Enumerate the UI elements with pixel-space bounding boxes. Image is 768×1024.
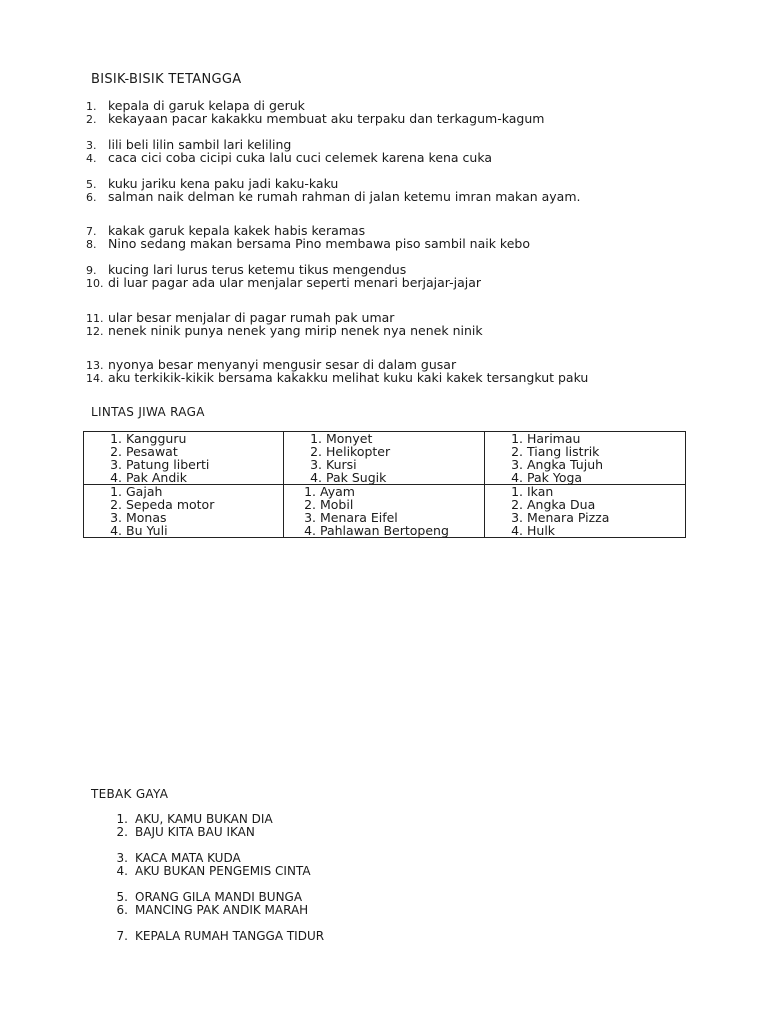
list-item: 4. AKU BUKAN PENGEMIS CINTA xyxy=(116,864,311,878)
list-item: 5. ORANG GILA MANDI BUNGA xyxy=(116,890,303,904)
tebak-title: TEBAK GAYA xyxy=(91,787,169,801)
list-item: 2. kekayaan pacar kakakku membuat aku terpaku dan terkagum-kagum xyxy=(86,111,545,126)
table-cell: 1. Ayam 2. Mobil 3. Menara Eifel 4. Pahlawan Bertopeng xyxy=(284,485,485,538)
list-item: 6. salman naik delman ke rumah rahman di jalan ketemu imran makan ayam. xyxy=(86,189,581,204)
lintas-table xyxy=(83,431,686,538)
table-cell: 1. Kangguru 2. Pesawat 3. Patung liberti 4. Pak Andik xyxy=(84,432,284,485)
list-item: 13. nyonya besar menyanyi mengusir sesar di dalam gusar xyxy=(86,357,457,372)
list-item: 7. KEPALA RUMAH TANGGA TIDUR xyxy=(116,929,325,943)
list-item: 14. aku terkikik-kikik bersama kakakku melihat kuku kaki kakek tersangkut paku xyxy=(86,370,589,385)
list-item: 11. ular besar menjalar di pagar rumah pak umar xyxy=(86,310,395,325)
list-item: 10. di luar pagar ada ular menjalar seperti menari berjajar-jajar xyxy=(86,275,482,290)
table-row xyxy=(84,432,686,485)
list-item: 1. AKU, KAMU BUKAN DIA xyxy=(116,812,273,826)
bisik-title: BISIK-BISIK TETANGGA xyxy=(91,72,242,87)
table-cell: 1. Gajah 2. Sepeda motor 3. Monas 4. Bu Yuli xyxy=(84,485,284,538)
table-cell: 1. Ikan 2. Angka Dua 3. Menara Pizza 4. Hulk xyxy=(485,485,686,538)
list-item: 7. kakak garuk kepala kakek habis keramas xyxy=(86,223,366,238)
list-item: 2. BAJU KITA BAU IKAN xyxy=(116,825,255,839)
table-cell: 1. Monyet 2. Helikopter 3. Kursi 4. Pak Sugik xyxy=(284,432,485,485)
list-item: 3. KACA MATA KUDA xyxy=(116,851,241,865)
list-item: 12. nenek ninik punya nenek yang mirip nenek nya nenek ninik xyxy=(86,323,483,338)
list-item: 3. lili beli lilin sambil lari keliling xyxy=(86,137,292,152)
list-item: 5. kuku jariku kena paku jadi kaku-kaku xyxy=(86,176,339,191)
table-cell: 1. Harimau 2. Tiang listrik 3. Angka Tujuh 4. Pak Yoga xyxy=(485,432,686,485)
list-item: 8. Nino sedang makan bersama Pino membawa piso sambil naik kebo xyxy=(86,236,531,251)
list-item: 6. MANCING PAK ANDIK MARAH xyxy=(116,903,309,917)
list-item: 1. kepala di garuk kelapa di geruk xyxy=(86,98,305,113)
list-item: 4. caca cici coba cicipi cuka lalu cuci celemek karena kena cuka xyxy=(86,150,493,165)
lintas-title: LINTAS JIWA RAGA xyxy=(91,405,205,419)
list-item: 9. kucing lari lurus terus ketemu tikus mengendus xyxy=(86,262,407,277)
table-row xyxy=(84,485,686,538)
